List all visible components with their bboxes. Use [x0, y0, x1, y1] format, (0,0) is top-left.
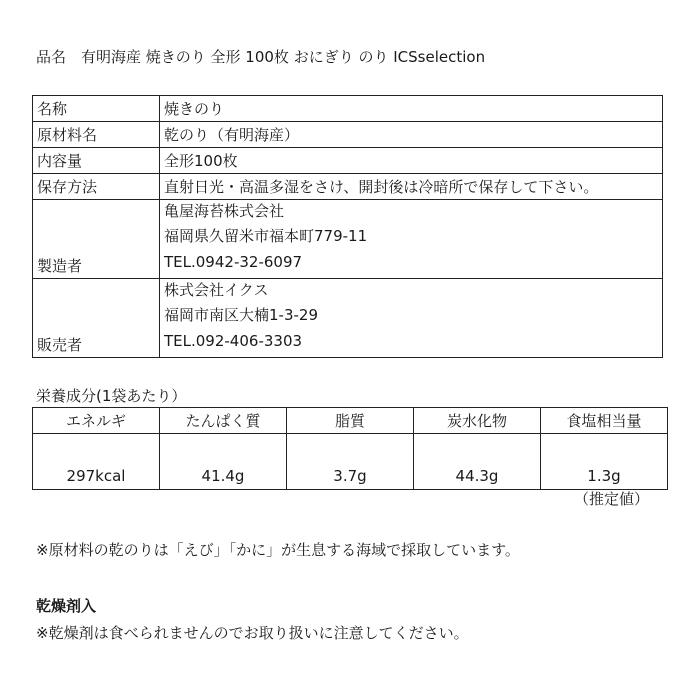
nutrition-table	[32, 407, 668, 490]
manufacturer-phone: TEL.0942-32-6097	[164, 253, 303, 271]
manufacturer-company: 亀屋海苔株式会社	[164, 202, 285, 220]
ingredient-note: ※原材料の乾のりは「えび」「かに」が生息する海域で採取しています。	[36, 541, 520, 559]
spec-label-name: 名称	[33, 96, 160, 122]
spec-row-ingredients	[33, 122, 663, 148]
seller-phone: TEL.092-406-3303	[164, 332, 303, 350]
spec-value-seller	[160, 279, 663, 358]
product-spec-table	[32, 95, 663, 358]
spec-label-seller: 販売者	[33, 279, 160, 358]
spec-row-quantity	[33, 148, 663, 174]
spec-value-quantity: 全形100枚	[160, 148, 663, 174]
seller-address: 福岡市南区大楠1-3-29	[164, 306, 318, 324]
nutrition-header-protein: たんぱく質	[160, 408, 287, 434]
seller-company: 株式会社イクス	[164, 281, 269, 299]
spec-value-manufacturer	[160, 200, 663, 279]
nutrition-value-fat: 3.7g	[287, 434, 414, 490]
spec-row-storage	[33, 174, 663, 200]
nutrition-header-carbohydrate: 炭水化物	[414, 408, 541, 434]
nutrition-header-salt: 食塩相当量	[541, 408, 668, 434]
spec-row-manufacturer	[33, 200, 663, 279]
nutrition-header-energy: エネルギ	[33, 408, 160, 434]
nutrition-header-fat: 脂質	[287, 408, 414, 434]
nutrition-value-energy: 297kcal	[33, 434, 160, 490]
nutrition-value-carbohydrate: 44.3g	[414, 434, 541, 490]
nutrition-value-row	[33, 434, 668, 490]
manufacturer-address: 福岡県久留米市福本町779-11	[164, 227, 368, 245]
desiccant-title: 乾燥剤入	[36, 597, 97, 615]
spec-value-storage: 直射日光・高温多湿をさけ、開封後は冷暗所で保存して下さい。	[160, 174, 663, 200]
spec-label-manufacturer: 製造者	[33, 200, 160, 279]
spec-label-quantity: 内容量	[33, 148, 160, 174]
nutrition-value-salt: 1.3g	[541, 434, 668, 490]
spec-value-ingredients: 乾のり（有明海産）	[160, 122, 663, 148]
spec-row-name	[33, 96, 663, 122]
estimate-note: （推定値）	[573, 490, 649, 508]
spec-value-name: 焼きのり	[160, 96, 663, 122]
spec-label-storage: 保存方法	[33, 174, 160, 200]
nutrition-heading: 栄養成分(1袋あたり）	[36, 387, 187, 405]
nutrition-header-row	[33, 408, 668, 434]
spec-label-ingredients: 原材料名	[33, 122, 160, 148]
product-title: 品名 有明海産 焼きのり 全形 100枚 おにぎり のり ICSselection	[36, 48, 486, 66]
spec-row-seller	[33, 279, 663, 358]
desiccant-note: ※乾燥剤は食べられませんのでお取り扱いに注意してください。	[36, 624, 469, 642]
nutrition-value-protein: 41.4g	[160, 434, 287, 490]
